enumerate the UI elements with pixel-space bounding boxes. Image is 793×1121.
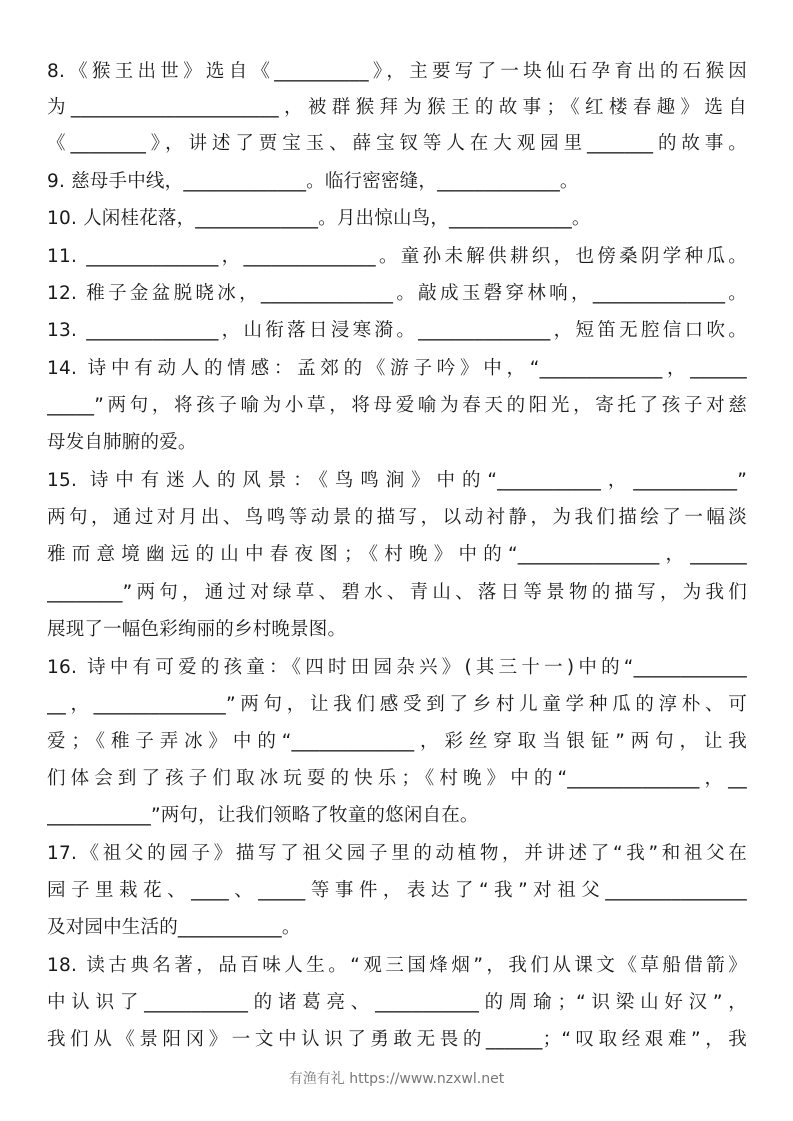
text-line: 17.《祖父的园子》描写了祖父园子里的动植物，并讲述了“我”和祖父在 bbox=[47, 843, 747, 864]
text-line: 展现了一幅色彩绚丽的乡村晚景图。 bbox=[47, 619, 347, 640]
text-line: 14. 诗中有动人的情感：孟郊的《游子吟》中，“_____________，______ bbox=[47, 358, 747, 379]
text-line: 爱；《稚子弄冰》中的“_____________，彩丝穿取当银钲”两句，让我 bbox=[47, 731, 747, 752]
text-line: 中认识了___________的诸葛亮、___________的周瑜；“识梁山好汉”， bbox=[47, 992, 747, 1013]
footer-watermark: 有渔有礼 https://www.nzxwl.net bbox=[288, 1071, 505, 1087]
text-line: 16. 诗中有可爱的孩童：《四时田园杂兴》(其三十一)中的“____________ bbox=[47, 657, 747, 678]
text-line: 为______________________，被群猴拜为猴王的故事；《红楼春趣》选自 bbox=[47, 97, 747, 118]
text-line: 两句，通过对月出、鸟鸣等动景的描写，以动衬静，为我们描绘了一幅淡 bbox=[47, 507, 747, 528]
text-line: __，______________”两句，让我们感受到了乡村儿童学种瓜的淳朴、可 bbox=[47, 694, 747, 715]
text-line: 10. 人闲桂花落，_____________。月出惊山鸟，_____________。 bbox=[47, 208, 591, 229]
text-line: 及对园中生活的___________。 bbox=[47, 917, 301, 938]
text-line: 11. ______________，______________。童孙未解供耕织，也傍桑阴学种瓜。 bbox=[47, 246, 747, 267]
text-line: 园子里栽花、____、_____等事件，表达了“我”对祖父_______________ bbox=[47, 880, 747, 901]
text-line: 18. 读古典名著，品百味人生。“观三国烽烟”，我们从课文《草船借箭》 bbox=[47, 955, 747, 976]
text-line: 12. 稚子金盆脱晓冰，______________。敲成玉磬穿林响，______________。 bbox=[47, 283, 747, 304]
text-line: _____”两句，将孩子喻为小草，将母爱喻为春天的阳光，寄托了孩子对慈 bbox=[47, 395, 747, 416]
text-line: ___________”两句，让我们领略了牧童的悠闲自在。 bbox=[47, 805, 479, 826]
text-line: 雅而意境幽远的山中春夜图；《村晚》中的“_______________，______ bbox=[47, 544, 747, 565]
text-line: 13. ______________，山衔落日浸寒漪。______________，短笛无腔信口吹。 bbox=[47, 320, 747, 341]
text-line: 我们从《景阳冈》一文中认识了勇敢无畏的______；“叹取经艰难”，我 bbox=[47, 1029, 747, 1050]
text-line: 8.《猴王出世》选自《__________》，主要写了一块仙石孕育出的石猴因 bbox=[47, 61, 747, 82]
text-line: 15. 诗中有迷人的风景：《鸟鸣涧》中的“___________，___________” bbox=[47, 470, 747, 491]
text-line: 《________》，讲述了贾宝玉、薛宝钗等人在大观园里_______的故事。 bbox=[47, 133, 747, 154]
text-line: ________”两句，通过对绿草、碧水、青山、落日等景物的描写，为我们 bbox=[47, 582, 747, 603]
text-line: 们体会到了孩子们取冰玩耍的快乐；《村晚》中的“______________，__ bbox=[47, 768, 747, 789]
text-line: 9. 慈母手中线，_____________。临行密密缝，_____________。 bbox=[47, 171, 579, 192]
text-line: 母发自肺腑的爱。 bbox=[47, 432, 197, 453]
